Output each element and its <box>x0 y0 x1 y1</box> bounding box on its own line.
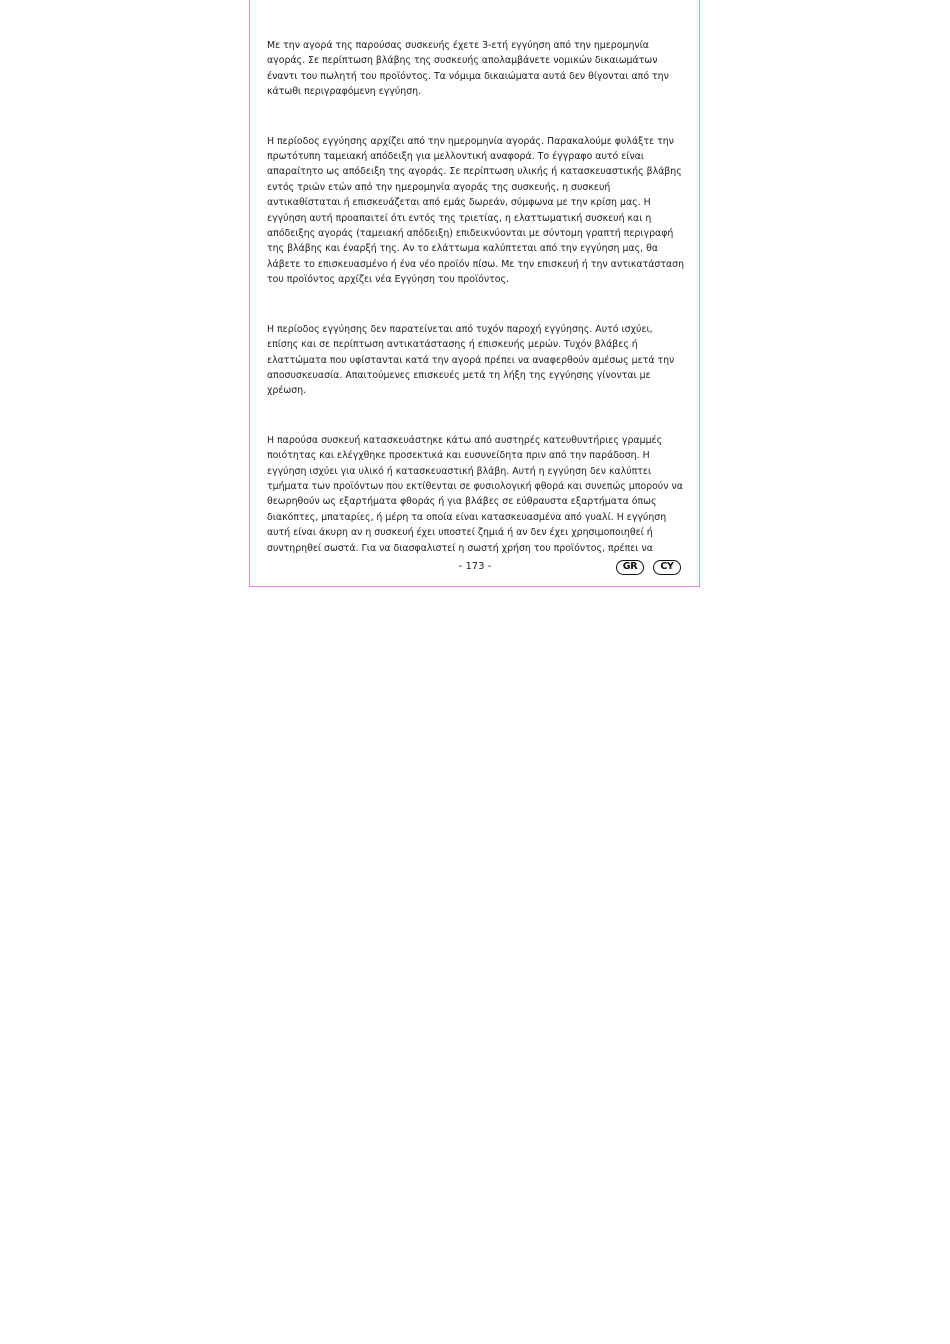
paragraph-warranty-period: Η περίοδος εγγύησης αρχίζει από την ημερομηνία αγοράς. Παρακαλούμε φυλάξτε την πρωτότυπη ταμειακή απόδειξη για μελλοντική αναφορά. Το έγγραφο αυτό είναι απαραίτητο ως απόδειξη της αγοράς. Σε περίπτωση υλικής ή κατασκευαστικής βλάβης εντός τριών ετών από την ημερομηνία αγοράς της συσκευής, η συσκευή αντικαθίσταται ή επισκευάζεται από εμάς δωρεάν, σύμφωνα με την κρίση μας. Η εγγύηση αυτή προαπαιτεί ότι εντός της τριετίας, η ελαττωματική συσκευή και η απόδειξης αγοράς (ταμειακή απόδειξη) επιδεικνύονται με σύντομη γραπτή περιγραφή της βλάβης και έναρξή της. Αν το ελάττωμα καλύπτεται από την εγγύηση μας, θα λάβετε το επισκευασμένο ή ένα νέο προϊόν πίσω. Με την επισκευή ή την αντικατάσταση του προϊόντος αρχίζει νέα Εγγύηση του προϊόντος. <box>267 135 685 286</box>
country-badge-gr: GR <box>616 560 644 575</box>
country-badge-cy: CY <box>653 560 681 575</box>
page-number: - 173 - <box>458 561 492 572</box>
paragraph-warranty-intro: Με την αγορά της παρούσας συσκευής έχετε 3-ετή εγγύηση από την ημερομηνία αγοράς. Σε περίπτωση βλάβης της συσκευής απολαμβάνετε νομικών δικαιωμάτων έναντι του πωλητή του προϊόντος. Τα νόμιμα δικαιώματα αυτά δεν θίγονται από την κάτωθι περιγραφόμενη εγγύηση. <box>267 40 669 98</box>
paragraph-warranty-scope: Η παρούσα συσκευή κατασκευάστηκε κάτω από αυστηρές κατευθυντήριες γραμμές ποιότητας και ελέγχθηκε προσεκτικά και ευσυνείδητα πριν από την παράδοση. Η εγγύηση ισχύει για υλικό ή κατασκευαστική βλάβη. Αυτή η εγγύηση δεν καλύπτει τμήματα των προϊόντων που εκτίθενται σε φυσιολογική φθορά και συνεπώς μπορούν να θεωρηθούν ως εξαρτήματα φθοράς ή για βλάβες σε εύθραυστα εξαρτήματα όπως διακόπτες, μπαταρίες, ή μέρη τα οποία είναι κατασκευασμένα από γυαλί. Η εγγύηση αυτή είναι άκυρη αν η συσκευή έχει υποστεί ζημιά ή αν δεν έχει χρησιμοποιηθεί ή συντηρηθεί σωστά. Για να διασφαλιστεί η σωστή χρήση του προϊόντος, πρέπει να <box>267 434 683 554</box>
document-body <box>267 38 685 590</box>
paragraph-warranty-extension: Η περίοδος εγγύησης δεν παρατείνεται από τυχόν παροχή εγγύησης. Αυτό ισχύει, επίσης και σε περίπτωση αντικατάστασης ή επισκευής μερών. Τυχόν βλάβες ή ελαττώματα που υφίστανται κατά την αγορά πρέπει να αναφερθούν αμέσως μετά την αποσυσκευασία. Απαιτούμενες επισκευές μετά τη λήξη της εγγύησης γίνονται με χρέωση. <box>267 323 675 397</box>
